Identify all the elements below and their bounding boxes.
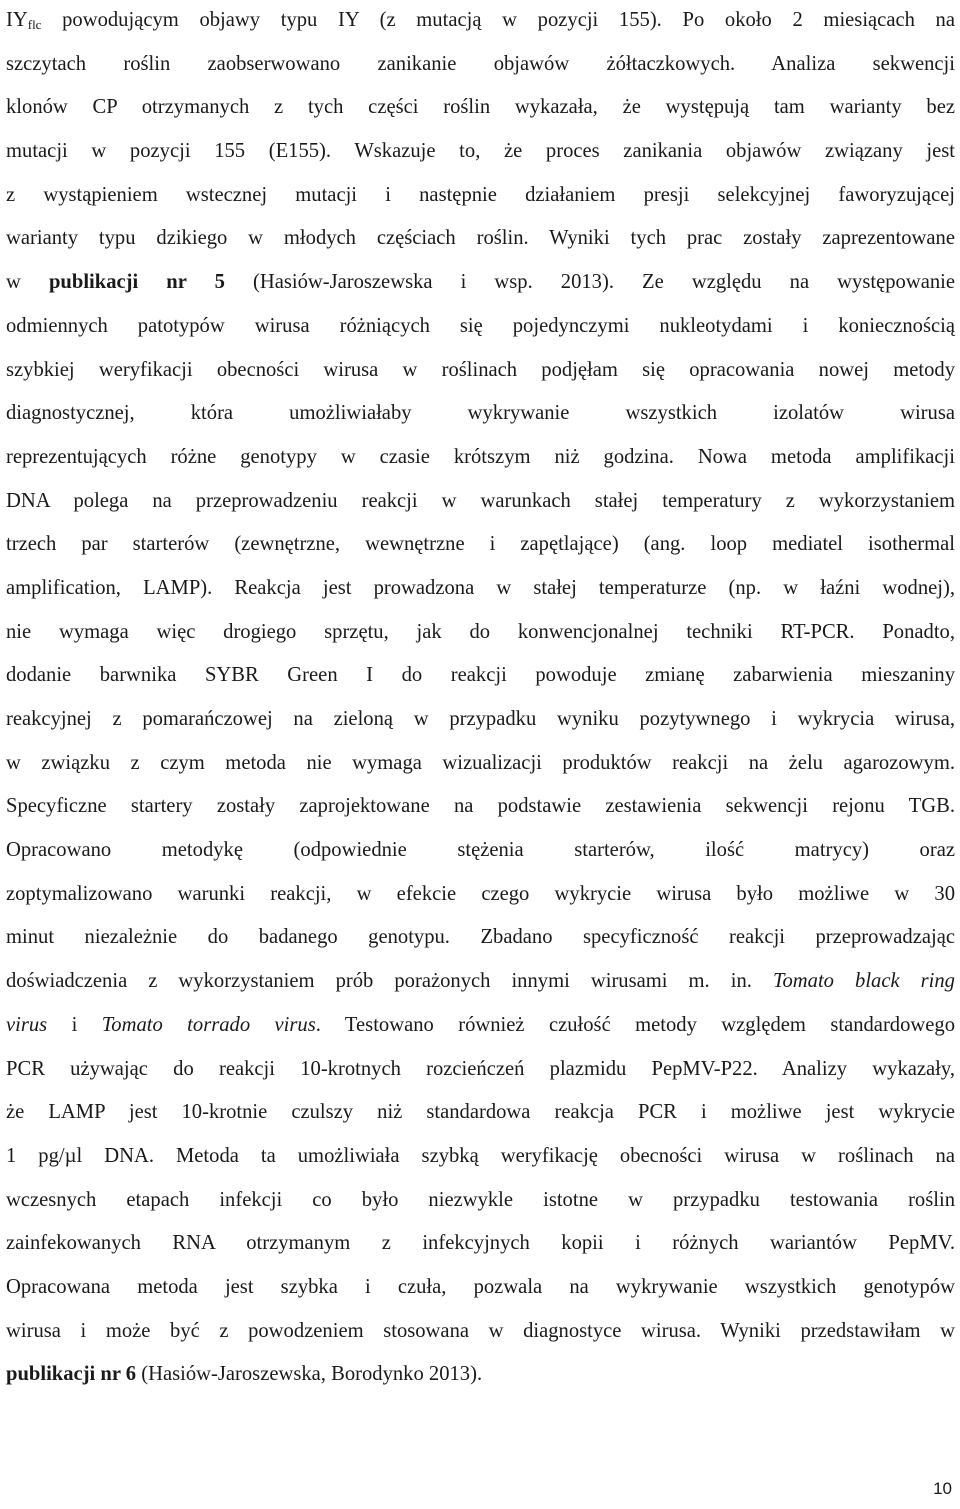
- text-run: i: [47, 1013, 102, 1036]
- text-line: [6, 130, 955, 174]
- text-run: Opracowana metoda jest szybka i czuła, pozwala na wykrywanie wszystkich genotypów: [6, 1275, 955, 1298]
- text-line: [6, 1353, 955, 1397]
- text-line: [6, 742, 955, 786]
- text-run: zainfekowanych RNA otrzymanym z infekcyjnych kopii i różnych wariantów PepMV.: [6, 1232, 955, 1255]
- text-line: [6, 1222, 955, 1266]
- text-run: IY: [6, 9, 28, 31]
- text-line: [6, 611, 955, 655]
- text-run: (Hasiów-Jaroszewska i wsp. 2013). Ze względu na występowanie: [224, 271, 955, 294]
- text-run: w: [6, 271, 49, 294]
- text-line: [6, 1048, 955, 1092]
- text-line: [6, 305, 955, 349]
- text-line: [6, 523, 955, 567]
- text-run: w związku z czym metoda nie wymaga wizualizacji produktów reakcji na żelu agarozowym.: [6, 751, 955, 774]
- text-run: dodanie barwnika SYBR Green I do reakcji powoduje zmianę zabarwienia mieszaniny: [6, 664, 955, 687]
- italic-text: Tomato torrado virus: [101, 1013, 316, 1036]
- text-run: reprezentujących różne genotypy w czasie krótszym niż godzina. Nowa metoda amplifikacji: [6, 445, 955, 468]
- text-run: wczesnych etapach infekcji co było niezwykle istotne w przypadku testowania roślin: [6, 1188, 955, 1211]
- text-line: [6, 174, 955, 218]
- text-line: [6, 0, 955, 43]
- bold-text: publikacji nr 6: [6, 1363, 137, 1386]
- text-line: [6, 567, 955, 611]
- text-run: z wystąpieniem wstecznej mutacji i następnie działaniem presji selekcyjnej faworyzującej: [6, 183, 955, 206]
- text-run: (Hasiów-Jaroszewska, Borodynko 2013).: [136, 1363, 483, 1386]
- text-line: [6, 698, 955, 742]
- text-run: Specyficzne startery zostały zaprojektowane na podstawie zestawienia sekwencji rejonu TGB.: [6, 795, 955, 818]
- text-run: DNA polega na przeprowadzeniu reakcji w warunkach stałej temperatury z wykorzystaniem: [6, 489, 955, 512]
- text-run: zoptymalizowano warunki reakcji, w efekcie czego wykrycie wirusa było możliwe w 30: [6, 882, 955, 905]
- text-line: [6, 1135, 955, 1179]
- text-run: diagnostycznej, która umożliwiałaby wykrywanie wszystkich izolatów wirusa: [6, 402, 955, 425]
- text-run: trzech par starterów (zewnętrzne, wewnętrzne i zapętlające) (ang. loop mediatel isothermal: [6, 533, 955, 556]
- italic-text: Tomato black ring: [772, 970, 955, 993]
- text-line: [6, 829, 955, 873]
- text-line: [6, 1310, 955, 1354]
- text-run: nie wymaga więc drogiego sprzętu, jak do konwencjonalnej techniki RT-PCR. Ponadto,: [6, 620, 955, 643]
- text-line: [6, 43, 955, 87]
- text-line: [6, 217, 955, 261]
- text-line: [6, 1091, 955, 1135]
- text-line: [6, 436, 955, 480]
- subscript-text: flc: [27, 17, 42, 32]
- text-line: [6, 960, 955, 1004]
- text-run: amplification, LAMP). Reakcja jest prowadzona w stałej temperaturze (np. w łaźni wodnej),: [6, 576, 955, 599]
- text-run: PCR używając do reakcji 10-krotnych rozcieńczeń plazmidu PepMV-P22. Analizy wykazały,: [6, 1057, 955, 1080]
- text-run: Opracowano metodykę (odpowiednie stężenia starterów, ilość matrycy) oraz: [6, 839, 955, 862]
- document-body: [6, 0, 955, 1397]
- text-line: [6, 261, 955, 305]
- text-line: [6, 916, 955, 960]
- page-number: 10: [933, 1479, 952, 1498]
- text-run: minut niezależnie do badanego genotypu. Zbadano specyficzność reakcji przeprowadzając: [6, 926, 955, 949]
- text-run: reakcyjnej z pomarańczowej na zieloną w przypadku wyniku pozytywnego i wykrycia wirusa,: [6, 708, 955, 730]
- text-line: [6, 1004, 955, 1048]
- text-line: [6, 785, 955, 829]
- text-run: doświadczenia z wykorzystaniem prób porażonych innymi wirusami m. in.: [6, 970, 773, 993]
- text-line: [6, 86, 955, 130]
- text-run: odmiennych patotypów wirusa różniących się pojedynczymi nukleotydami i koniecznością: [6, 314, 955, 337]
- text-run: . Testowano również czułość metody względem standardowego: [315, 1013, 955, 1036]
- text-line: [6, 1266, 955, 1310]
- bold-text: publikacji nr 5: [48, 271, 225, 294]
- text-line: [6, 1179, 955, 1223]
- text-run: wirusa i może być z powodzeniem stosowana w diagnostyce wirusa. Wyniki przedstawiłam w: [6, 1319, 955, 1342]
- text-line: [6, 654, 955, 698]
- text-line: [6, 392, 955, 436]
- text-line: [6, 349, 955, 393]
- text-line: [6, 873, 955, 917]
- text-run: powodującym objawy typu IY (z mutacją w pozycji 155). Po około 2 miesiącach na: [41, 9, 955, 31]
- text-run: 1 pg/µl DNA. Metoda ta umożliwiała szybką weryfikację obecności wirusa w roślinach na: [6, 1144, 955, 1167]
- text-line: [6, 480, 955, 524]
- text-run: szybkiej weryfikacji obecności wirusa w roślinach podjęłam się opracowania nowej metody: [6, 358, 955, 381]
- text-run: szczytach roślin zaobserwowano zanikanie objawów żółtaczkowych. Analiza sekwencji: [6, 52, 955, 75]
- text-run: mutacji w pozycji 155 (E155). Wskazuje to, że proces zanikania objawów związany jest: [6, 140, 955, 163]
- text-run: klonów CP otrzymanych z tych części roślin wykazała, że występują tam warianty bez: [6, 96, 955, 119]
- text-run: że LAMP jest 10-krotnie czulszy niż standardowa reakcja PCR i możliwe jest wykrycie: [6, 1101, 955, 1124]
- text-run: warianty typu dzikiego w młodych częściach roślin. Wyniki tych prac zostały zaprezentowane: [6, 227, 955, 250]
- italic-text: virus: [6, 1013, 48, 1036]
